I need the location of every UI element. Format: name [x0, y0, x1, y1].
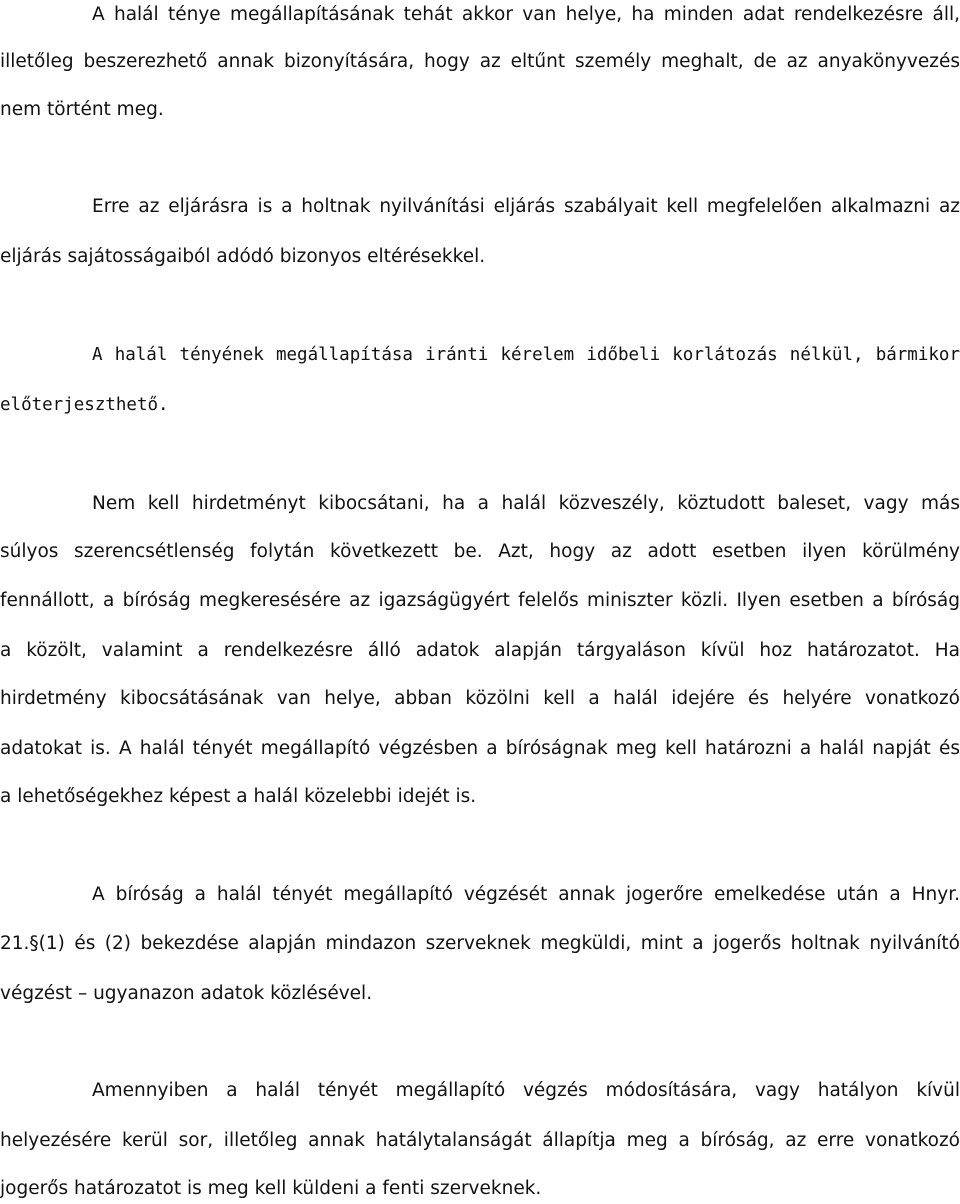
paragraph-4-line-5: hirdetmény kibocsátásának van helye, abban közölni kell a halál idejére és helyére vonatkozó — [0, 688, 960, 709]
paragraph-3-line-2: előterjeszthető. — [0, 395, 169, 415]
paragraph-2-line-2: eljárás sajátosságaiból adódó bizonyos eltérésekkel. — [0, 246, 486, 267]
paragraph-2-line-1: Erre az eljárásra is a holtnak nyilvánítási eljárás szabályait kell megfelelően alkalmazni az — [92, 196, 960, 217]
paragraph-4-line-1: Nem kell hirdetményt kibocsátani, ha a halál közveszély, köztudott baleset, vagy más — [92, 493, 960, 514]
paragraph-4-line-4: a közölt, valamint a rendelkezésre álló adatok alapján tárgyaláson kívül hoz határozatot. Ha — [0, 640, 960, 661]
paragraph-1-line-3: nem történt meg. — [0, 99, 164, 120]
paragraph-4-line-2: súlyos szerencsétlenség folytán következett be. Azt, hogy az adott esetben ilyen körülmény — [0, 541, 960, 562]
paragraph-6-line-3: jogerős határozatot is meg kell küldeni a fenti szerveknek. — [0, 1178, 542, 1199]
paragraph-5-line-3: végzést – ugyanazon adatok közlésével. — [0, 983, 373, 1004]
paragraph-3-line-1: A halál tényének megállapítása iránti kérelem időbeli korlátozás nélkül, bármikor — [92, 345, 960, 365]
paragraph-4-line-6: adatokat is. A halál tényét megállapító végzésben a bíróságnak meg kell határozni a halál napját és — [0, 738, 960, 759]
paragraph-1-line-1: A halál ténye megállapításának tehát akkor van helye, ha minden adat rendelkezésre áll, — [92, 4, 960, 25]
paragraph-6-line-2: helyezésére kerül sor, illetőleg annak hatálytalanságát állapítja meg a bíróság, az erre vonatkozó — [0, 1130, 960, 1151]
paragraph-1-line-2: illetőleg beszerezhető annak bizonyítására, hogy az eltűnt személy meghalt, de az anyakönyvezés — [0, 51, 960, 72]
paragraph-5-line-1: A bíróság a halál tényét megállapító végzését annak jogerőre emelkedése után a Hnyr. — [92, 884, 960, 905]
paragraph-5-line-2: 21.§(1) és (2) bekezdése alapján mindazon szerveknek megküldi, mint a jogerős holtnak nyilvánító — [0, 933, 960, 954]
paragraph-4-line-3: fennállott, a bíróság megkeresésére az igazságügyért felelős miniszter közli. Ilyen esetben a bíróság — [0, 590, 960, 611]
paragraph-4-line-7: a lehetőségekhez képest a halál közelebbi idejét is. — [0, 786, 477, 807]
paragraph-6-line-1: Amennyiben a halál tényét megállapító végzés módosítására, vagy hatályon kívül — [92, 1080, 960, 1101]
